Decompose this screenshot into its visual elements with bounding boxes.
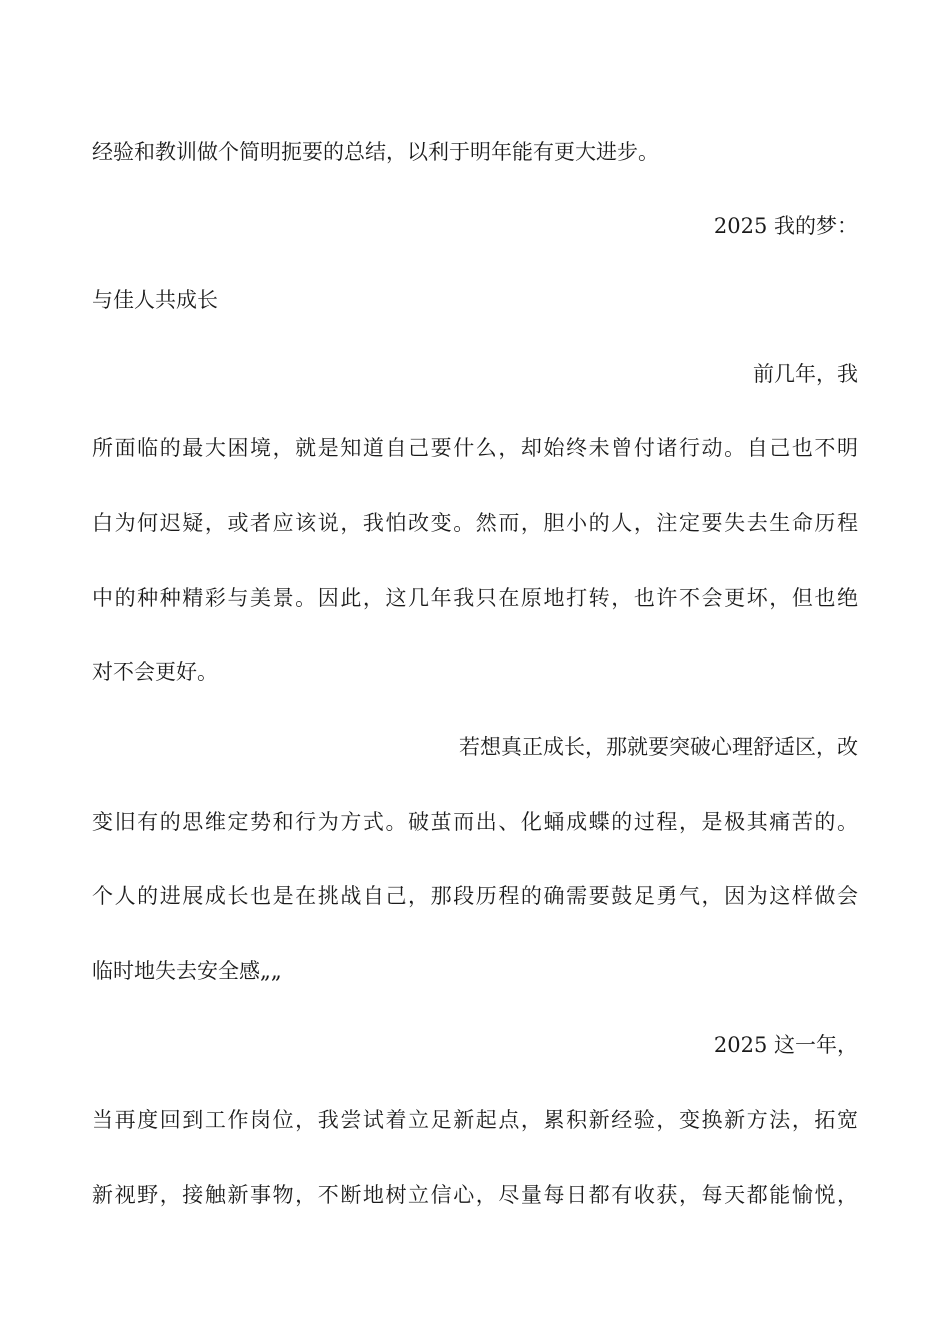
text-line: 所面临的最大困境，就是知道自己要什么，却始终未曾付诸行动。自己也不明 (92, 436, 858, 460)
text-line: 前几年，我 (753, 362, 858, 386)
text-line: 对不会更好。 (92, 660, 218, 684)
text-line: 若想真正成长，那就要突破心理舒适区，改 (459, 735, 858, 759)
text-line: 当再度回到工作岗位，我尝试着立足新起点，累积新经验，变换新方法，拓宽 (92, 1108, 858, 1132)
text-line: 2025 这一年， (713, 1033, 858, 1057)
text-line: 新视野，接触新事物，不断地树立信心，尽量每日都有收获，每天都能愉悦， (92, 1183, 858, 1207)
text-line: 经验和教训做个简明扼要的总结，以利于明年能有更大进步。 (92, 140, 659, 164)
text-line: 中的种种精彩与美景。因此，这几年我只在原地打转，也许不会更坏，但也绝 (92, 586, 858, 610)
text-line: 2025 我的梦： (713, 214, 858, 238)
text-line: 白为何迟疑，或者应该说，我怕改变。然而，胆小的人，注定要失去生命历程 (92, 511, 858, 535)
text-line: 与佳人共成长 (92, 288, 218, 312)
text-line: 个人的进展成长也是在挑战自己，那段历程的确需要鼓足勇气，因为这样做会 (92, 884, 858, 908)
text-line: 临时地失去安全感„„ (92, 959, 282, 983)
text-line: 变旧有的思维定势和行为方式。破茧而出、化蛹成蝶的过程，是极其痛苦的。 (92, 810, 858, 834)
